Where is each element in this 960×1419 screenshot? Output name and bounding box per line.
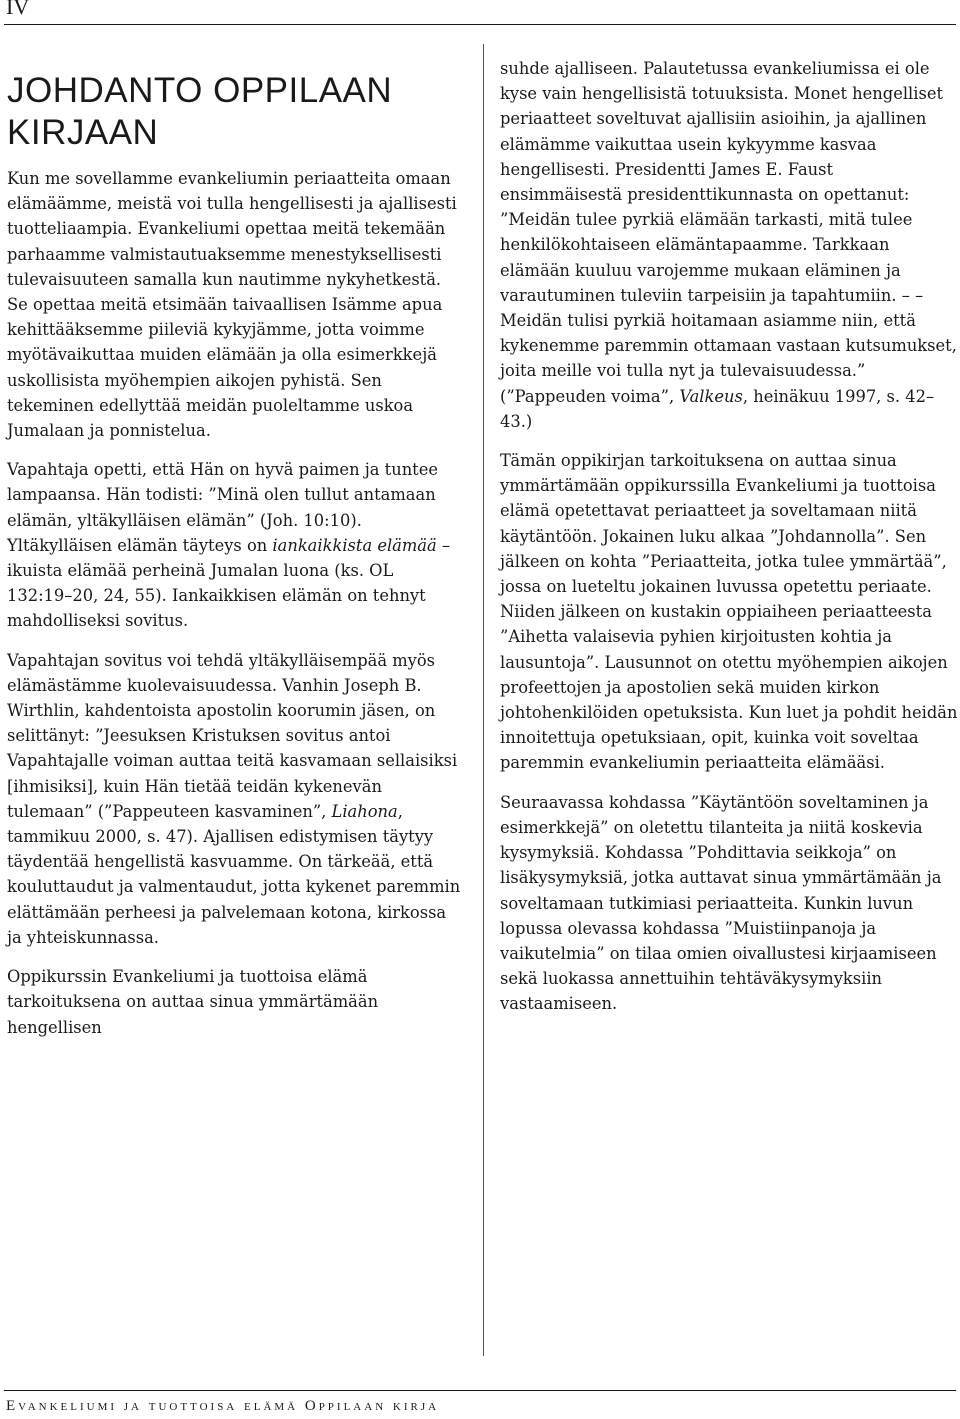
paragraph-temporal — [500, 56, 960, 434]
column-divider — [483, 44, 484, 1356]
chapter-title: JOHDANTO OPPILAAN KIRJAAN — [7, 71, 393, 152]
emphasis-text: Liahona — [331, 801, 398, 821]
paragraph-book-purpose: Tämän oppikirjan tarkoituksena on auttaa sinua ymmärtämään oppikurssilla Evankeliumi ja tuottoisa elämä opetettavat periaatteet ja soveltamaan niitä käytäntöön. Jokainen luku alkaa ”Johdannolla”. Sen jälkeen on kohta ”Periaatteita, jotka tulee ymmärtää”, jossa on lueteltu jokainen luvussa opetettu periaate. Niiden jälkeen on kustakin oppiaiheen periaatteesta ”Aihetta valaisevia pyhien kirjoitusten kohtia ja lausuntoja”. Lausunnot on otettu myöhempien aikojen profeettojen ja apostolien sekä muiden kirkon johtohenkilöiden opetuksista. Kun luet ja pohdit heidän innoitettuja opetuksiaan, opit, kuinka voit soveltaa paremmin evankeliumin periaatteita elämääsi. — [500, 451, 958, 773]
left-column — [7, 60, 462, 1054]
header-rule — [4, 24, 956, 25]
text-run: , tammikuu 2000, s. 47). Ajallisen edistymisen täytyy täydentää hengellistä kasvuamme. On tärkeää, että kouluttaudut ja valmentaudut, jotta kykenet paremmin elättämään perheesi ja palvelemaan kotona, kirkossa ja yhteiskunnassa. — [7, 801, 461, 947]
text-run: suhde ajalliseen. Palautetussa evankeliumissa ei ole kyse vain hengellisistä totuuksista. Monet hengelliset periaatteet soveltuvat ajallisiin asioihin, ja ajallinen elämämme vaikuttaa usein kykyymme kasvaa hengellisesti. Presidentti James E. Faust ensimmäisestä presidenttikunnasta on opettanut: ”Meidän tulee pyrkiä elämään tarkasti, mitä tulee henkilökohtaiseen elämäntapaamme. Tarkkaan elämään kuuluu varojemme mukaan eläminen ja varautuminen tuleviin tarpeisiin ja tapahtumiin. – – Meidän tulisi pyrkiä hoitamaan asiamme niin, että kykenemme paremmin ottamaan vastaan kutsumukset, joita meille voi tulla nyt ja tulevaisuudessa.” (”Pappeuden voima”, — [500, 59, 957, 406]
emphasis-text: Valkeus — [679, 386, 743, 406]
paragraph-intro: Kun me sovellamme evankeliumin periaatteita omaan elämäämme, meistä voi tulla hengellisesti ja ajallisesti tuotteliaampia. Evankeliumi opettaa meitä tekemään parhaamme valmistautuaksemme menestyksellisesti tulevaisuuteen samalla kun nautimme nykyhetkestä. Se opettaa meitä etsimään taivaallisen Isämme apua kehittääksemme piileviä kykyjämme, jotta voimme myötävaikuttaa muiden elämään ja olla esimerkkejä uskollisista myöhempien aikojen pyhistä. Sen tekeminen edellyttää meidän puoleltamme uskoa Jumalaan ja ponnistelua. — [7, 169, 457, 441]
paragraph-atonement — [7, 648, 462, 950]
text-run: Vapahtaja opetti, että Hän on hyvä paimen ja tuntee lampaansa. Hän todisti: ”Minä olen tullut antamaan elämän, yltäkylläisen elämän” (Joh. 10:10). Yltäkylläisen elämän täyteys on — [7, 460, 438, 555]
running-footer: Evankeliumi ja tuottoisa elämä Oppilaan kirja — [6, 1398, 440, 1414]
emphasis-text: iankaikkista elämää — [272, 535, 437, 555]
footer-rule — [4, 1390, 956, 1391]
paragraph-sections: Seuraavassa kohdassa ”Käytäntöön soveltaminen ja esimerkkejä” on oletettu tilanteita ja niitä koskevia kysymyksiä. Kohdassa ”Pohdittavia seikkoja” on lisäkysymyksiä, jotka auttavat sinua ymmärtämään ja soveltamaan tutkimiasi periaatteita. Kunkin luvun lopussa olevassa kohdassa ”Muistiinpanoja ja vaikutelmia” on tilaa omien oivallustesi kirjaamiseen sekä luokassa annettuihin tehtäväkysymyksiin vastaamiseen. — [500, 792, 942, 1014]
paragraph-good-shepherd — [7, 457, 462, 633]
text-run: Vapahtajan sovitus voi tehdä yltäkylläisempää myös elämästämme kuolevaisuudessa. Vanhin Joseph B. Wirthlin, kahdentoista apostolin koorumin jäsen, on selittänyt: ”Jeesuksen Kristuksen sovitus antoi Vapahtajalle voiman auttaa teitä kasvamaan sellaisiksi [ihmisiksi], kuin Hän tietää teidän kykenevän tulemaan” (”Pappeuteen kasvaminen”, — [7, 650, 458, 821]
page-number: IV — [6, 0, 30, 19]
right-column — [500, 60, 960, 1031]
paragraph-course-purpose: Oppikurssin Evankeliumi ja tuottoisa elämä tarkoituksena on auttaa sinua ymmärtämään hengellisen — [7, 967, 379, 1037]
text-run: – ikuista elämää perheinä Jumalan luona (ks. OL 132:19–20, 24, 55). Iankaikkisen elämän on tehnyt mahdolliseksi sovitus. — [7, 535, 451, 631]
text-run: , heinäkuu 1997, s. 42–43.) — [500, 386, 935, 431]
